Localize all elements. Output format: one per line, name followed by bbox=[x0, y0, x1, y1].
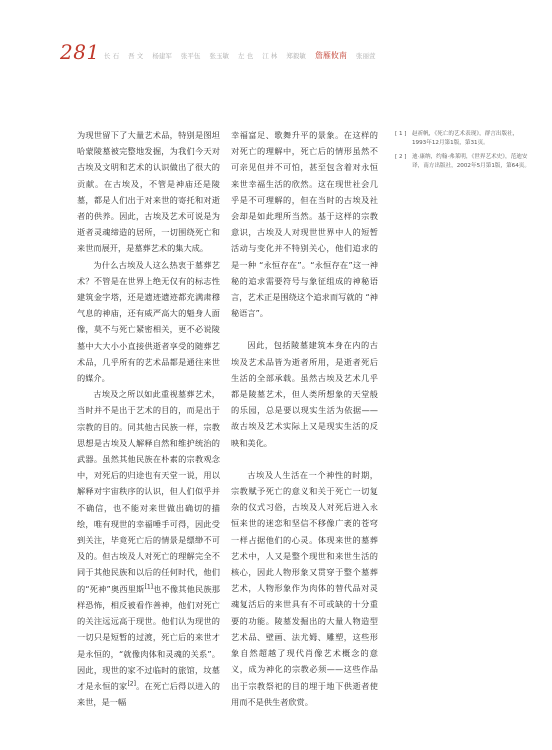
author-name: 左 也 bbox=[238, 52, 254, 60]
paragraph: 为现世留下了大量艺术品，特别是图坦哈蒙陵墓被完整地发掘，为我们今天对古埃及文明和艺术的认识做出了很大的贡献。在古埃及，不管是神庙还是陵墓，都是人们出于对来世的寄托和对逝者的供养。因此，古埃及艺术可说是为逝者灵魂缔造的居所，一切围绕死亡和来世而展开，是墓葬艺术的集大成。 bbox=[77, 130, 220, 254]
footnote-number: [ 1 ] bbox=[395, 131, 407, 137]
author-name: 吾 文 bbox=[128, 52, 144, 60]
highlighted-author: 詹雁攸南 bbox=[314, 51, 347, 60]
footnote-text: 赵祈帆，《死亡的艺术表现》，群言出版社，1993年12月第1版，第31页。 bbox=[412, 131, 519, 146]
author-name: 郑毅敏 bbox=[286, 52, 306, 60]
footnotes bbox=[395, 130, 530, 176]
author-name: 长 石 bbox=[104, 52, 120, 60]
paragraph: 为什么古埃及人这么热衷于墓葬艺术？不管是在世界上绝无仅有的标志性建筑金字塔，还是遗迹遗迹都充满肃穆气息的神庙，还有威严高大的魁身人面像，莫不与死亡紧密相关，更不必说陵墓中大大小小直接供逝者享受的随葬艺术品，几乎所有的艺术品都是通往来世的媒介。 bbox=[77, 259, 220, 384]
paragraph-text: 也不像其他民族那样恐怖，相反被看作善神，他们对死亡的关注远远高于现世。他们认为现世的一切只是短暂的过渡，死亡后的来世才是永恒的，“就像肉体和灵魂的关系”。因此，现世的家不过临时的旅馆，坟墓才是永恒的家 bbox=[77, 583, 220, 691]
paragraph: 因此，包括陵墓建筑本身在内的古埃及艺术品皆为逝者所用，是逝者死后生活的全部承载。虽然古埃及艺术几乎都是陵墓艺术，但人类所想象的天堂般的乐园，总是要以现实生活为依据——故古埃及艺术实际上又是现实生活的反映和美化。 bbox=[231, 340, 378, 448]
footnote bbox=[395, 130, 530, 148]
author-name: 江 林 bbox=[262, 52, 278, 60]
paragraph: 幸福富足、歌舞升平的景象。在这样的对死亡的理解中，死亡后的情形虽然不可亲见但并不可怕，甚至包含着对永恒来世幸福生活的欣然。这在现世社会几乎是不可理解的，但在当时的古埃及社会却是如此理所当然。基于这样的宗教意识，古埃及人对现世世界中人的短暂活动与变化并不特别关心，他们追求的是一种 “永恒存在”。“永恒存在”这一神秘的追求需要符号与象征组成的神秘语言，艺术正是围绕这个追求而写就的 “神秘语言”。 bbox=[231, 130, 378, 319]
author-name: 张平伍 bbox=[180, 52, 201, 60]
footnote bbox=[395, 153, 530, 171]
paragraph-spacer bbox=[231, 321, 378, 337]
paragraph-spacer bbox=[231, 451, 378, 467]
paragraph: 古埃及人生活在一个神性的时期，宗教赋予死亡的意义和关于死亡一切复杂的仪式习俗，古埃及人对死后进入永恒来世的迷恋和坚信不移像广袤的苍穹一样占据他们的心灵。体现来世的墓葬艺术中，人又是整个现世和来世生活的核心，因此人物形象又贯穿于整个墓葬艺术，人物形象作为肉体的替代品对灵魂复活后的来世具有不可或缺的十分重要的功能。陵墓发掘出的大量人物造型艺术品、壁画、法尤姆、雕塑，这些形象自然超越了现代肖像艺术概念的意义，成为神化的宗教必须——这些作品出于宗教祭祀的目的埋于地下供逝者使用而不是供生者欣赏。 bbox=[231, 469, 378, 707]
page-header bbox=[60, 40, 552, 70]
middle-column bbox=[231, 127, 378, 710]
author-name: 张玉敏 bbox=[209, 52, 229, 60]
author-list bbox=[104, 50, 383, 61]
paragraph-text: 古埃及之所以如此重视墓葬艺术，当时并不是出于艺术的目的，而是出于宗教的目的。同其他古民族一样，宗教思想是古埃及人解释自然和维护统治的武器。虽然其他民族在朴素的宗教观念中，对死后的归途也有天堂一说，用以解释对宇宙秩序的认识，但人们似乎并不确信，也不能对来世做出确切的描绘，唯有现世的幸福唾手可得，因此受到关注，毕竟死亡后的情景是缥缈不可及的。但古埃及人对死亡的理解完全不同于其他民族和以后的任何时代，他们的“死神”奥西里斯 bbox=[77, 389, 220, 594]
footnote-number: [ 2 ] bbox=[395, 154, 407, 160]
page-number: 281 bbox=[60, 40, 100, 64]
footnote-text: 迪·康纳，约翰·弗莱明，《世界艺术史》，范迪安译，南方出版社，2002年5月第1版，第64页。 bbox=[412, 154, 530, 169]
footnote-ref: [2] bbox=[127, 680, 136, 688]
author-name: 杨建军 bbox=[152, 52, 172, 60]
paragraph bbox=[77, 386, 220, 710]
paragraph-text: 。在死亡后得以进入的来世，是一幅 bbox=[77, 680, 220, 708]
left-column bbox=[77, 127, 220, 710]
author-name: 张丽萱 bbox=[356, 52, 376, 60]
footnote-ref: [1] bbox=[144, 582, 153, 590]
